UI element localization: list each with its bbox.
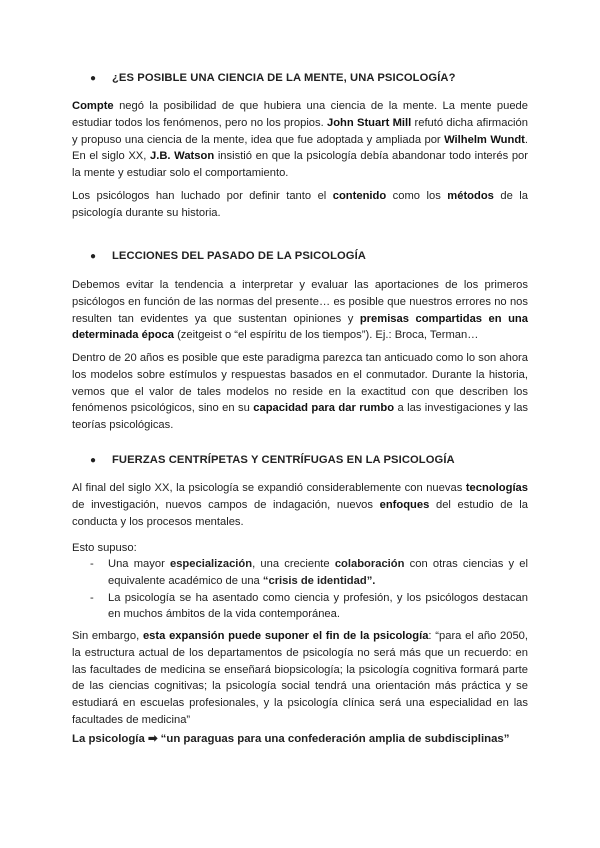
heading-text: LECCIONES DEL PASADO DE LA PSICOLOGÍA [112,250,366,262]
section-heading-forces [90,454,455,466]
closing-statement: La psicología ➡ “un paraguas para una confederación amplia de subdisciplinas” [72,733,510,745]
paragraph-expansion: Al final del siglo XX, la psicología se expandió considerablemente con nuevas tecnologías de investigación, nuevos campos de indagación, nuevos enfoques del estudio de la conducta y los procesos mentales. [72,482,529,528]
list-item: - La psicología se ha asentado como ciencia y profesión, y los psicólogos destacan en muchos ámbitos de la vida contemporánea. [90,591,528,621]
paragraph-compte: Compte negó la posibilidad de que hubiera una ciencia de la mente. La mente puede estudiar todos los fenómenos, pero no los propios. John Stuart Mill refutó dicha afirmación y propuso una ciencia de la mente, idea que fue adoptada y ampliada por Wilhelm Wundt. En el siglo XX, J.B. Watson insistió en que la psicología debía abandonar todo interés por la mente y estudiar solo el comportamiento. [72,100,529,180]
bullet-icon: ● [90,73,97,84]
paragraph-evaluation-bias: Debemos evitar la tendencia a interpretar y evaluar las aportaciones de los primeros psicólogos en función de las normas del presente… es posible que nuestros errores no nos resulten tan evidentes ya que sustentan opiniones y premisas compartidas en una determinada época (zeitgeist o “el espíritu de los tiempos”). Ej.: Broca, Terman… [72,279,528,342]
bullet-icon: ● [90,455,97,466]
paragraph-paradigm: Dentro de 20 años es posible que este paradigma parezca tan anticuado como lo son ahora los modelos sobre estímulos y respuestas basados en el conmutador. Durante la historia, vemos que el valor de tales modelos no reside en la exactitud con que describen los fenómenos psicológicos, sino en su capacidad para dar rumbo a las investigaciones y las teorías psicológicas. [72,352,529,432]
list-item: - Una mayor especialización, una creciente colaboración con otras ciencias y el equivalente académico de una “crisis de identidad”. [90,558,529,587]
bullet-icon: ● [90,251,97,262]
consequences-list [90,556,528,623]
heading-text: ¿ES POSIBLE UNA CIENCIA DE LA MENTE, UNA PSICOLOGÍA? [112,72,456,84]
paragraph-intro: Esto supuso: [72,542,137,554]
heading-text: FUERZAS CENTRÍPETAS Y CENTRÍFUGAS EN LA PSICOLOGÍA [112,454,455,466]
section-heading-mind-science [90,72,456,84]
paragraph-content-methods: Los psicólogos han luchado por definir tanto el contenido como los métodos de la psicología durante su historia. [72,190,528,219]
paragraph-end-of-psychology: Sin embargo, esta expansión puede suponer el fin de la psicología: “para el año 2050, la estructura actual de los departamentos de psicología no será más que un recuerdo: en las facultades de medicina se enseñará biopsicología; la psicología cognitiva formará parte de las ciencias cognitivas; la psicología social tendrá una orientación más práctica y se estudiará en escuelas profesionales, y la psicología clínica será una especialidad en las facultades de medicina” [72,630,528,726]
section-heading-lessons [90,250,366,262]
